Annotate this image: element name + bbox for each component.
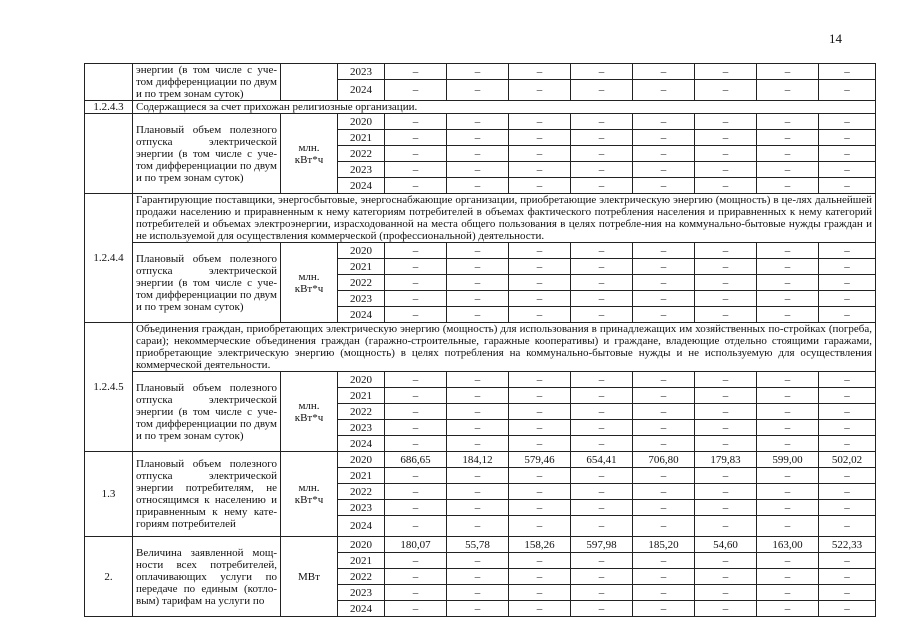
value-cell: –	[509, 64, 571, 80]
value-cell: –	[447, 114, 509, 130]
value-cell: –	[385, 259, 447, 275]
value-cell: –	[695, 275, 757, 291]
value-cell: –	[819, 553, 876, 569]
value-cell: 579,46	[509, 452, 571, 468]
value-cell: 54,60	[695, 537, 757, 553]
value-cell: –	[509, 259, 571, 275]
value-cell: –	[571, 64, 633, 80]
value-cell: –	[447, 243, 509, 259]
value-cell: –	[447, 388, 509, 404]
year-cell: 2021	[338, 468, 385, 484]
value-cell: –	[633, 553, 695, 569]
value-cell: –	[695, 388, 757, 404]
value-cell: –	[385, 130, 447, 146]
value-cell: –	[757, 420, 819, 436]
value-cell: –	[757, 553, 819, 569]
value-cell: –	[757, 388, 819, 404]
value-cell: –	[385, 388, 447, 404]
indicator-description: Плановый объем полезного отпуска электрической энергии (в том числе с уче-том дифференциации по двум и по трем зонам суток)	[133, 372, 281, 452]
year-cell: 2022	[338, 404, 385, 420]
value-cell: –	[447, 162, 509, 178]
value-cell: –	[571, 162, 633, 178]
value-cell: –	[447, 601, 509, 617]
indicator-description: энергии (в том числе с уче-том дифференциации по двум и по трем зонам суток)	[133, 64, 281, 101]
value-cell: –	[571, 243, 633, 259]
year-cell: 2024	[338, 178, 385, 194]
value-cell: 184,12	[447, 452, 509, 468]
value-cell: –	[757, 146, 819, 162]
year-cell: 2022	[338, 275, 385, 291]
value-cell: –	[633, 114, 695, 130]
value-cell: –	[757, 484, 819, 500]
value-cell: –	[819, 162, 876, 178]
value-cell: –	[509, 275, 571, 291]
value-cell: –	[633, 569, 695, 585]
value-cell: –	[633, 130, 695, 146]
value-cell: –	[695, 259, 757, 275]
value-cell: –	[447, 500, 509, 516]
value-cell: –	[385, 420, 447, 436]
value-cell: –	[695, 64, 757, 80]
unit-cell	[281, 64, 338, 101]
value-cell: –	[571, 468, 633, 484]
value-cell: –	[509, 146, 571, 162]
value-cell: –	[385, 80, 447, 101]
value-cell: –	[819, 484, 876, 500]
value-cell: –	[695, 500, 757, 516]
value-cell: –	[571, 259, 633, 275]
year-cell: 2023	[338, 420, 385, 436]
value-cell: –	[385, 307, 447, 323]
value-cell: –	[757, 80, 819, 101]
table-row	[85, 372, 876, 388]
value-cell: –	[509, 420, 571, 436]
value-cell: –	[633, 372, 695, 388]
value-cell: 686,65	[385, 452, 447, 468]
indicator-description: Величина заявленной мощ-ности всех потребителей, оплачивающих услуги по передаче по единым (котло-вым) тарифам на услуги по	[133, 537, 281, 617]
value-cell: 522,33	[819, 537, 876, 553]
value-cell: –	[819, 500, 876, 516]
value-cell: –	[819, 601, 876, 617]
value-cell: –	[695, 114, 757, 130]
value-cell: –	[509, 404, 571, 420]
value-cell: 180,07	[385, 537, 447, 553]
value-cell: –	[819, 388, 876, 404]
value-cell: –	[757, 372, 819, 388]
value-cell: –	[447, 436, 509, 452]
unit-cell: млн. кВт*ч	[281, 372, 338, 452]
year-cell: 2023	[338, 162, 385, 178]
year-cell: 2023	[338, 500, 385, 516]
row-number	[85, 114, 133, 194]
value-cell: –	[385, 553, 447, 569]
year-cell: 2021	[338, 130, 385, 146]
value-cell: –	[571, 291, 633, 307]
table-row	[85, 452, 876, 468]
value-cell: –	[819, 259, 876, 275]
value-cell: –	[757, 500, 819, 516]
value-cell: –	[757, 275, 819, 291]
value-cell: –	[447, 307, 509, 323]
value-cell: –	[571, 275, 633, 291]
value-cell: –	[385, 500, 447, 516]
row-number: 1.2.4.3	[85, 101, 133, 114]
value-cell: –	[695, 420, 757, 436]
value-cell: –	[447, 372, 509, 388]
year-cell: 2020	[338, 114, 385, 130]
value-cell: –	[819, 80, 876, 101]
value-cell: –	[757, 243, 819, 259]
row-number	[85, 64, 133, 101]
value-cell: –	[757, 178, 819, 194]
value-cell: –	[571, 484, 633, 500]
value-cell: –	[447, 130, 509, 146]
value-cell: –	[695, 516, 757, 537]
value-cell: –	[509, 243, 571, 259]
value-cell: –	[571, 404, 633, 420]
value-cell: –	[757, 516, 819, 537]
row-number: 1.3	[85, 452, 133, 537]
value-cell: –	[633, 80, 695, 101]
value-cell: –	[385, 372, 447, 388]
value-cell: –	[571, 436, 633, 452]
page-number: 14	[829, 31, 842, 46]
value-cell: –	[447, 484, 509, 500]
section-heading-row	[85, 101, 876, 114]
value-cell: –	[385, 64, 447, 80]
value-cell: –	[571, 178, 633, 194]
value-cell: –	[571, 372, 633, 388]
value-cell: –	[385, 601, 447, 617]
value-cell: –	[385, 569, 447, 585]
value-cell: –	[633, 178, 695, 194]
value-cell: –	[385, 162, 447, 178]
value-cell: –	[447, 404, 509, 420]
value-cell: 654,41	[571, 452, 633, 468]
value-cell: –	[571, 500, 633, 516]
year-cell: 2024	[338, 307, 385, 323]
value-cell: –	[385, 114, 447, 130]
value-cell: –	[571, 114, 633, 130]
value-cell: –	[633, 484, 695, 500]
value-cell: –	[385, 291, 447, 307]
year-cell: 2024	[338, 436, 385, 452]
indicator-description: Плановый объем полезного отпуска электрической энергии (в том числе с уче-том дифференциации по двум и по трем зонам суток)	[133, 243, 281, 323]
year-cell: 2021	[338, 388, 385, 404]
value-cell: –	[695, 130, 757, 146]
value-cell: –	[695, 178, 757, 194]
value-cell: –	[633, 420, 695, 436]
value-cell: –	[509, 162, 571, 178]
value-cell: –	[385, 468, 447, 484]
unit-cell: млн. кВт*ч	[281, 452, 338, 537]
value-cell: –	[633, 500, 695, 516]
unit-cell: МВт	[281, 537, 338, 617]
value-cell: –	[571, 569, 633, 585]
value-cell: –	[695, 553, 757, 569]
value-cell: –	[385, 243, 447, 259]
value-cell: –	[509, 114, 571, 130]
value-cell: –	[509, 130, 571, 146]
value-cell: –	[509, 484, 571, 500]
value-cell: –	[695, 162, 757, 178]
value-cell: –	[447, 64, 509, 80]
value-cell: –	[633, 601, 695, 617]
value-cell: –	[633, 516, 695, 537]
table-row	[85, 243, 876, 259]
value-cell: –	[819, 585, 876, 601]
row-number: 2.	[85, 537, 133, 617]
value-cell: –	[447, 516, 509, 537]
table-row	[85, 537, 876, 553]
value-cell: –	[447, 420, 509, 436]
value-cell: –	[509, 178, 571, 194]
value-cell: –	[695, 80, 757, 101]
unit-cell: млн. кВт*ч	[281, 114, 338, 194]
value-cell: –	[633, 468, 695, 484]
value-cell: –	[819, 569, 876, 585]
value-cell: –	[509, 388, 571, 404]
value-cell: –	[571, 130, 633, 146]
value-cell: –	[819, 64, 876, 80]
value-cell: –	[633, 585, 695, 601]
value-cell: –	[509, 500, 571, 516]
year-cell: 2024	[338, 601, 385, 617]
year-cell: 2022	[338, 146, 385, 162]
value-cell: 179,83	[695, 452, 757, 468]
value-cell: –	[385, 585, 447, 601]
value-cell: –	[757, 468, 819, 484]
year-cell: 2023	[338, 585, 385, 601]
value-cell: –	[509, 291, 571, 307]
value-cell: –	[509, 601, 571, 617]
value-cell: –	[633, 243, 695, 259]
value-cell: –	[757, 436, 819, 452]
value-cell: –	[447, 275, 509, 291]
value-cell: –	[509, 569, 571, 585]
value-cell: –	[695, 569, 757, 585]
value-cell: –	[509, 436, 571, 452]
value-cell: –	[509, 80, 571, 101]
value-cell: –	[757, 162, 819, 178]
value-cell: –	[509, 553, 571, 569]
value-cell: –	[819, 243, 876, 259]
value-cell: –	[633, 307, 695, 323]
value-cell: –	[633, 291, 695, 307]
value-cell: –	[571, 307, 633, 323]
value-cell: –	[819, 114, 876, 130]
year-cell: 2020	[338, 537, 385, 553]
value-cell: –	[633, 436, 695, 452]
year-cell: 2020	[338, 243, 385, 259]
value-cell: –	[571, 146, 633, 162]
year-cell: 2023	[338, 64, 385, 80]
value-cell: –	[695, 307, 757, 323]
value-cell: –	[695, 585, 757, 601]
year-cell: 2021	[338, 259, 385, 275]
row-number: 1.2.4.5	[85, 323, 133, 452]
value-cell: –	[695, 436, 757, 452]
value-cell: –	[385, 178, 447, 194]
value-cell: –	[757, 130, 819, 146]
value-cell: –	[695, 468, 757, 484]
value-cell: –	[695, 372, 757, 388]
value-cell: –	[633, 64, 695, 80]
year-cell: 2023	[338, 291, 385, 307]
value-cell: –	[819, 130, 876, 146]
value-cell: –	[695, 404, 757, 420]
value-cell: –	[385, 436, 447, 452]
value-cell: –	[571, 553, 633, 569]
year-cell: 2022	[338, 569, 385, 585]
year-cell: 2020	[338, 452, 385, 468]
value-cell: –	[819, 146, 876, 162]
value-cell: –	[447, 80, 509, 101]
value-cell: –	[695, 484, 757, 500]
tariff-table	[84, 63, 876, 617]
value-cell: –	[447, 259, 509, 275]
value-cell: –	[757, 404, 819, 420]
row-number: 1.2.4.4	[85, 194, 133, 323]
value-cell: –	[819, 516, 876, 537]
value-cell: 597,98	[571, 537, 633, 553]
value-cell: –	[447, 178, 509, 194]
value-cell: –	[447, 468, 509, 484]
value-cell: –	[385, 275, 447, 291]
value-cell: –	[385, 146, 447, 162]
value-cell: –	[757, 291, 819, 307]
table-row	[85, 64, 876, 80]
value-cell: –	[633, 146, 695, 162]
value-cell: –	[633, 275, 695, 291]
value-cell: –	[509, 372, 571, 388]
value-cell: –	[385, 404, 447, 420]
table-row	[85, 114, 876, 130]
value-cell: –	[633, 162, 695, 178]
value-cell: –	[757, 64, 819, 80]
value-cell: –	[819, 420, 876, 436]
value-cell: 185,20	[633, 537, 695, 553]
value-cell: –	[633, 404, 695, 420]
value-cell: –	[571, 585, 633, 601]
section-heading-row	[85, 194, 876, 243]
value-cell: 163,00	[757, 537, 819, 553]
value-cell: –	[571, 80, 633, 101]
value-cell: –	[757, 585, 819, 601]
value-cell: 599,00	[757, 452, 819, 468]
value-cell: –	[385, 516, 447, 537]
value-cell: –	[695, 243, 757, 259]
year-cell: 2021	[338, 553, 385, 569]
value-cell: –	[633, 259, 695, 275]
value-cell: –	[819, 372, 876, 388]
value-cell: –	[757, 307, 819, 323]
value-cell: –	[509, 468, 571, 484]
value-cell: –	[509, 585, 571, 601]
value-cell: –	[819, 404, 876, 420]
year-cell: 2022	[338, 484, 385, 500]
value-cell: –	[757, 259, 819, 275]
value-cell: –	[447, 553, 509, 569]
value-cell: –	[385, 484, 447, 500]
section-heading-row	[85, 323, 876, 372]
value-cell: 502,02	[819, 452, 876, 468]
value-cell: –	[819, 291, 876, 307]
section-heading: Содержащиеся за счет прихожан религиозные организации.	[133, 101, 876, 114]
value-cell: –	[633, 388, 695, 404]
value-cell: –	[447, 569, 509, 585]
value-cell: –	[819, 436, 876, 452]
value-cell: –	[695, 291, 757, 307]
value-cell: 706,80	[633, 452, 695, 468]
value-cell: –	[695, 146, 757, 162]
section-heading: Гарантирующие поставщики, энергосбытовые, энергоснабжающие организации, приобретающие электрическую энергию (мощность) в це-лях дальнейшей продажи населению и приравненным к нему категориям потребителей в объемах фактического потребления населения и приравненных к нему категорий потребителей и объемах электроэнергии, израсходованной на места общего пользования в целях потребле-ния на коммунально-бытовые нужды граждан и не используемой для осуществления коммерческой (профессиональной) деятельности.	[133, 194, 876, 243]
value-cell: –	[571, 601, 633, 617]
indicator-description: Плановый объем полезного отпуска электрической энергии (в том числе с уче-том дифференциации по двум и по трем зонам суток)	[133, 114, 281, 194]
value-cell: –	[571, 516, 633, 537]
value-cell: –	[571, 420, 633, 436]
value-cell: –	[695, 601, 757, 617]
year-cell: 2024	[338, 80, 385, 101]
value-cell: 158,26	[509, 537, 571, 553]
value-cell: –	[509, 307, 571, 323]
value-cell: –	[757, 114, 819, 130]
year-cell: 2024	[338, 516, 385, 537]
value-cell: –	[819, 275, 876, 291]
value-cell: –	[447, 291, 509, 307]
value-cell: –	[757, 601, 819, 617]
value-cell: –	[819, 178, 876, 194]
unit-cell: млн. кВт*ч	[281, 243, 338, 323]
value-cell: –	[819, 307, 876, 323]
indicator-description: Плановый объем полезного отпуска электрической энергии потребителям, не относящимся к населению и приравненным к нему кате-гориям потребителей	[133, 452, 281, 537]
value-cell: –	[447, 585, 509, 601]
value-cell: 55,78	[447, 537, 509, 553]
value-cell: –	[757, 569, 819, 585]
value-cell: –	[819, 468, 876, 484]
year-cell: 2020	[338, 372, 385, 388]
value-cell: –	[571, 388, 633, 404]
value-cell: –	[509, 516, 571, 537]
section-heading: Объединения граждан, приобретающих электрическую энергию (мощность) для использования в принадлежащих им хозяйственных по-стройках (погреба, сараи); некоммерческие объединения граждан (гаражно-строительные, гаражные кооперативы) и граждане, владеющие отдельно стоящими гаражами, приобретающие электрическую энергию (мощность) в целях потребления на коммунально-бытовые нужды и не используемую для осуществления коммерческой деятельности.	[133, 323, 876, 372]
value-cell: –	[447, 146, 509, 162]
